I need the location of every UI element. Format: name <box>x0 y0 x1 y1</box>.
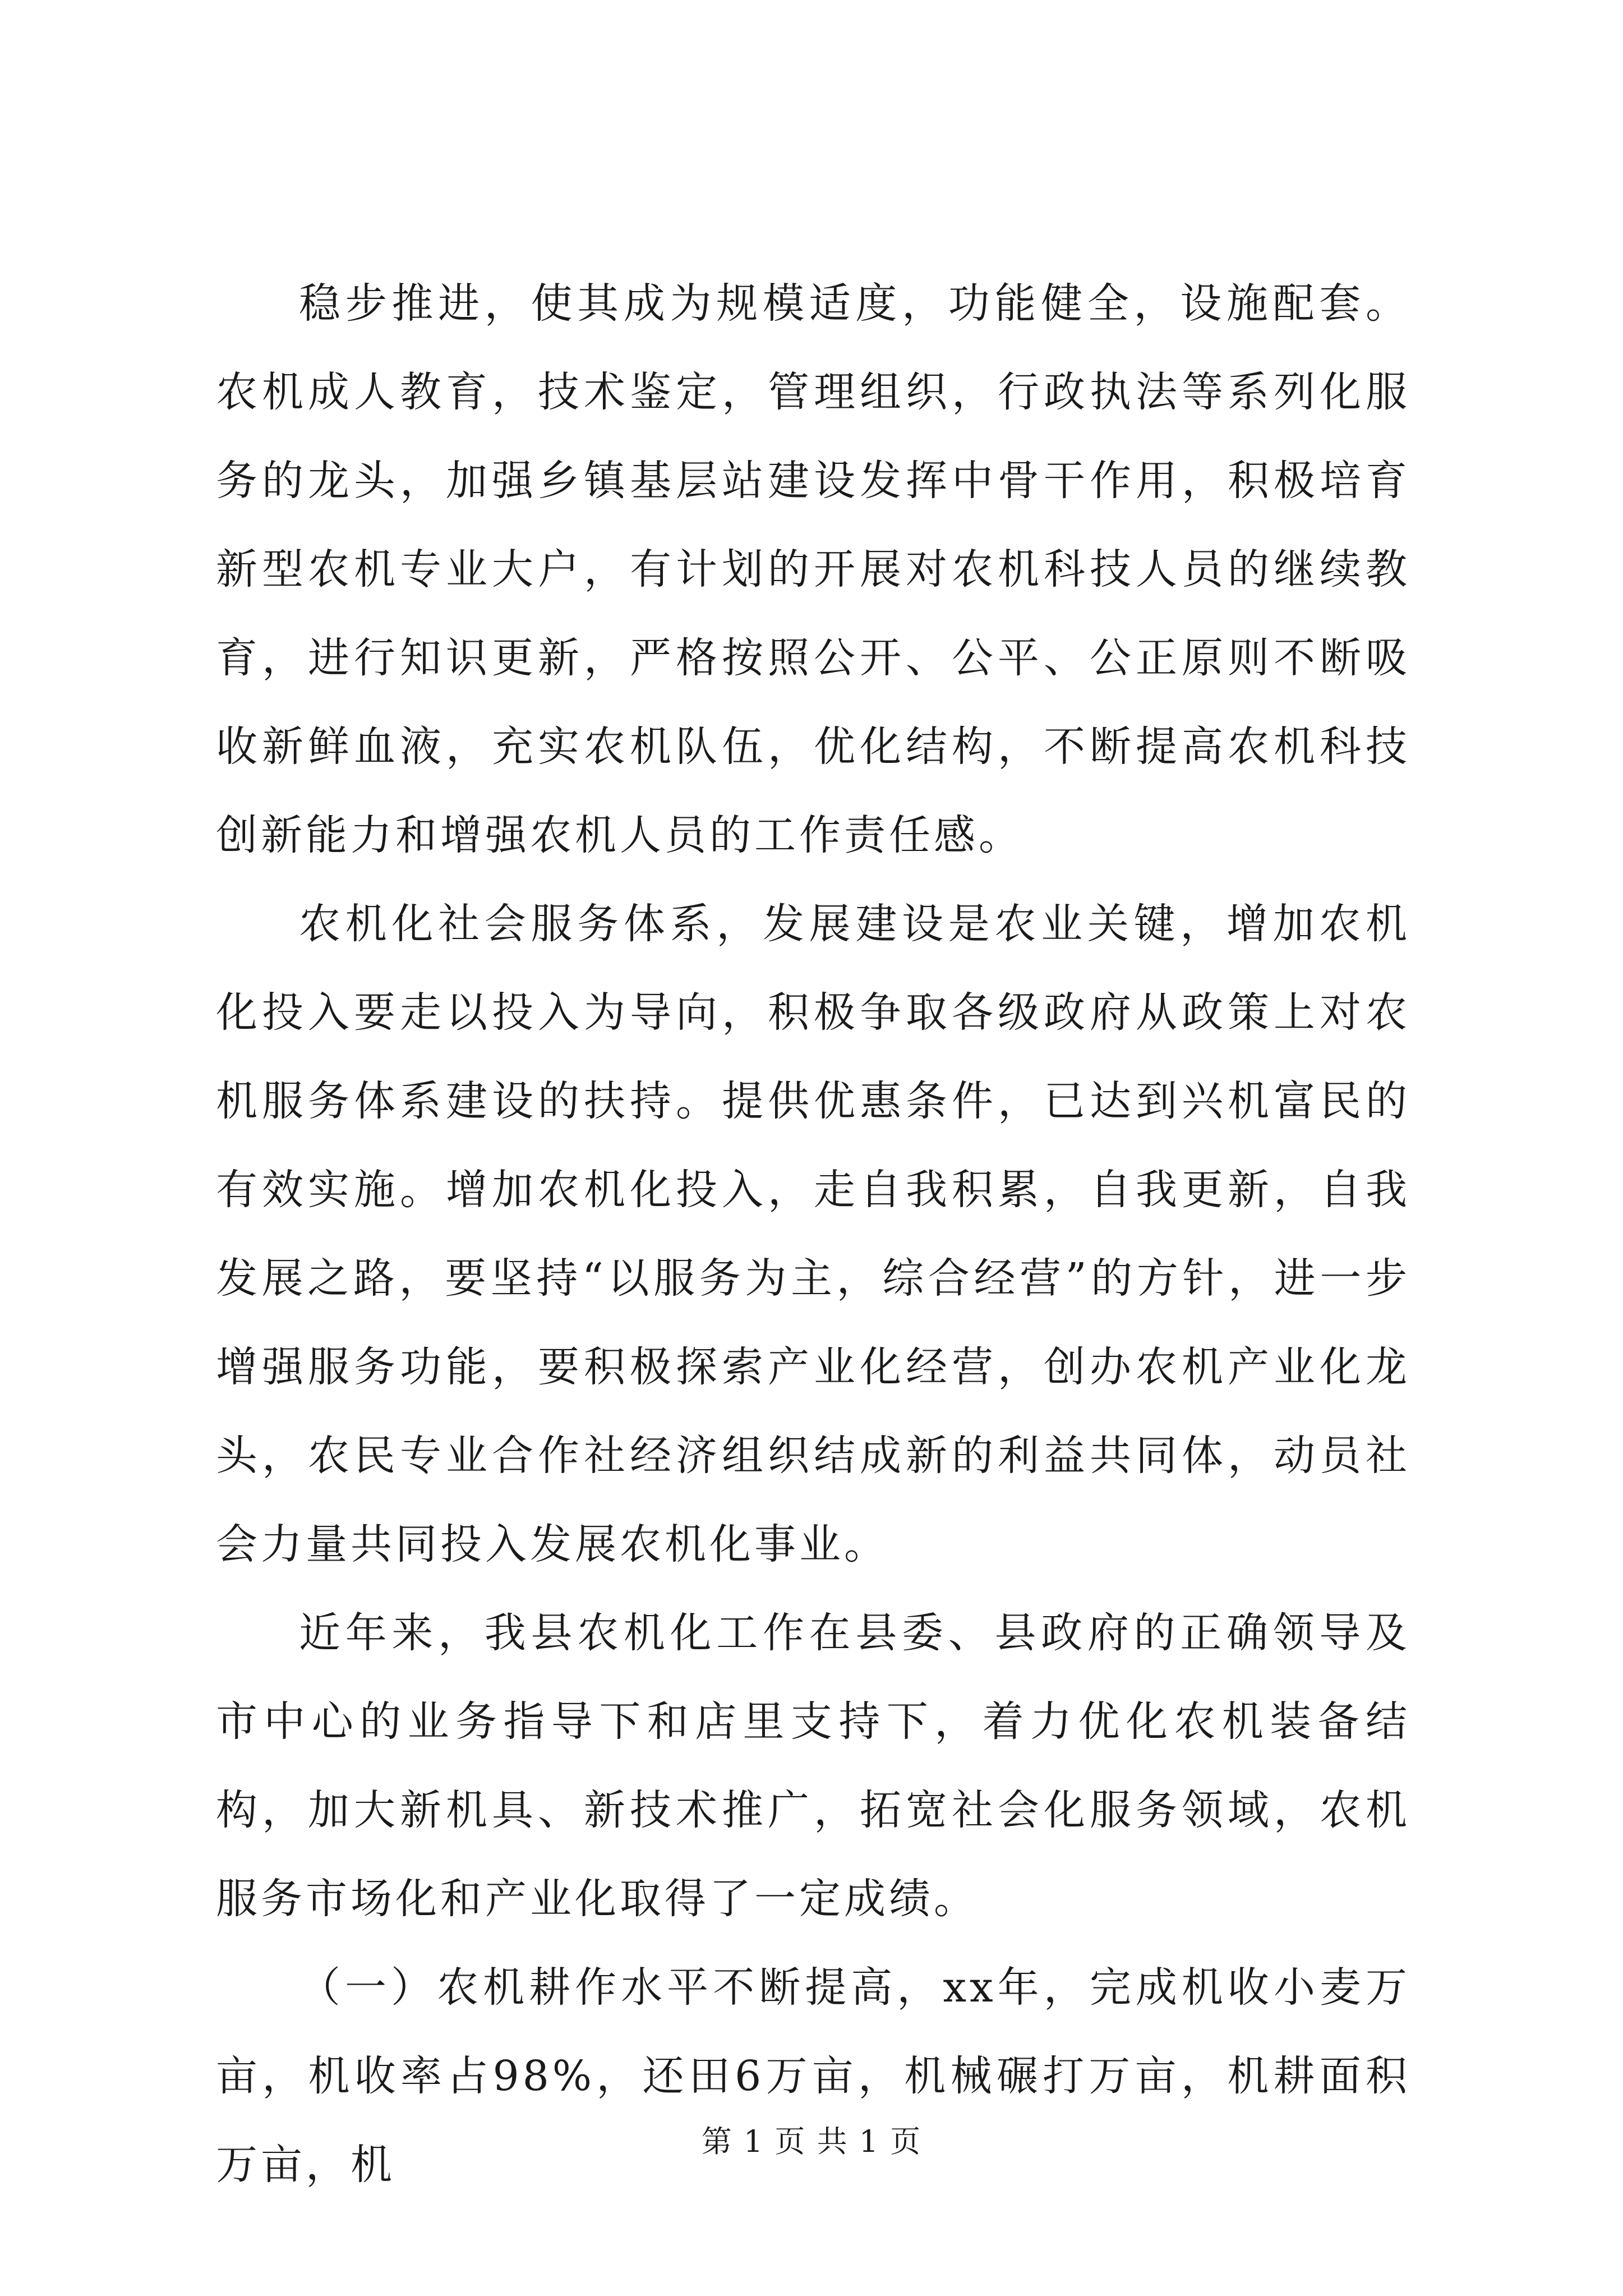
paragraph-2: 农机化社会服务体系，发展建设是农业关键，增加农机化投入要走以投入为导向，积极争取各级政府从政策上对农机服务体系建设的扶持。提供优惠条件，已达到兴机富民的有效实施。增加农机化投入，走自我积累，自我更新，自我发展之路，要坚持“以服务为主，综合经营”的方针，进一步增强服务功能，要积极探索产业化经营，创办农机产业化龙头，农民专业合作社经济组织结成新的利益共同体，动员社会力量共同投入发展农机化事业。 <box>216 900 1410 1568</box>
paragraph-3: 近年来，我县农机化工作在县委、县政府的正确领导及市中心的业务指导下和店里支持下，着力优化农机装备结构，加大新机具、新技术推广，拓宽社会化服务领域，农机服务市场化和产业化取得了一定成绩。 <box>216 1609 1410 1923</box>
paragraph-4: （一）农机耕作水平不断提高，xx年，完成机收小麦万亩，机收率占98%，还田6万亩，机械碾打万亩，机耕面积万亩，机 <box>216 1963 1410 2189</box>
document-body <box>216 259 1410 2209</box>
paragraph-1: 稳步推进，使其成为规模适度，功能健全，设施配套。农机成人教育，技术鉴定，管理组织，行政执法等系列化服务的龙头，加强乡镇基层站建设发挥中骨干作用，积极培育新型农机专业大户，有计划的开展对农机科技人员的继续教育，进行知识更新，严格按照公开、公平、公正原则不断吸收新鲜血液，充实农机队伍，优化结构，不断提高农机科技创新能力和增强农机人员的工作责任感。 <box>216 279 1410 859</box>
page-footer: 第 1 页 共 1 页 <box>701 2124 922 2159</box>
